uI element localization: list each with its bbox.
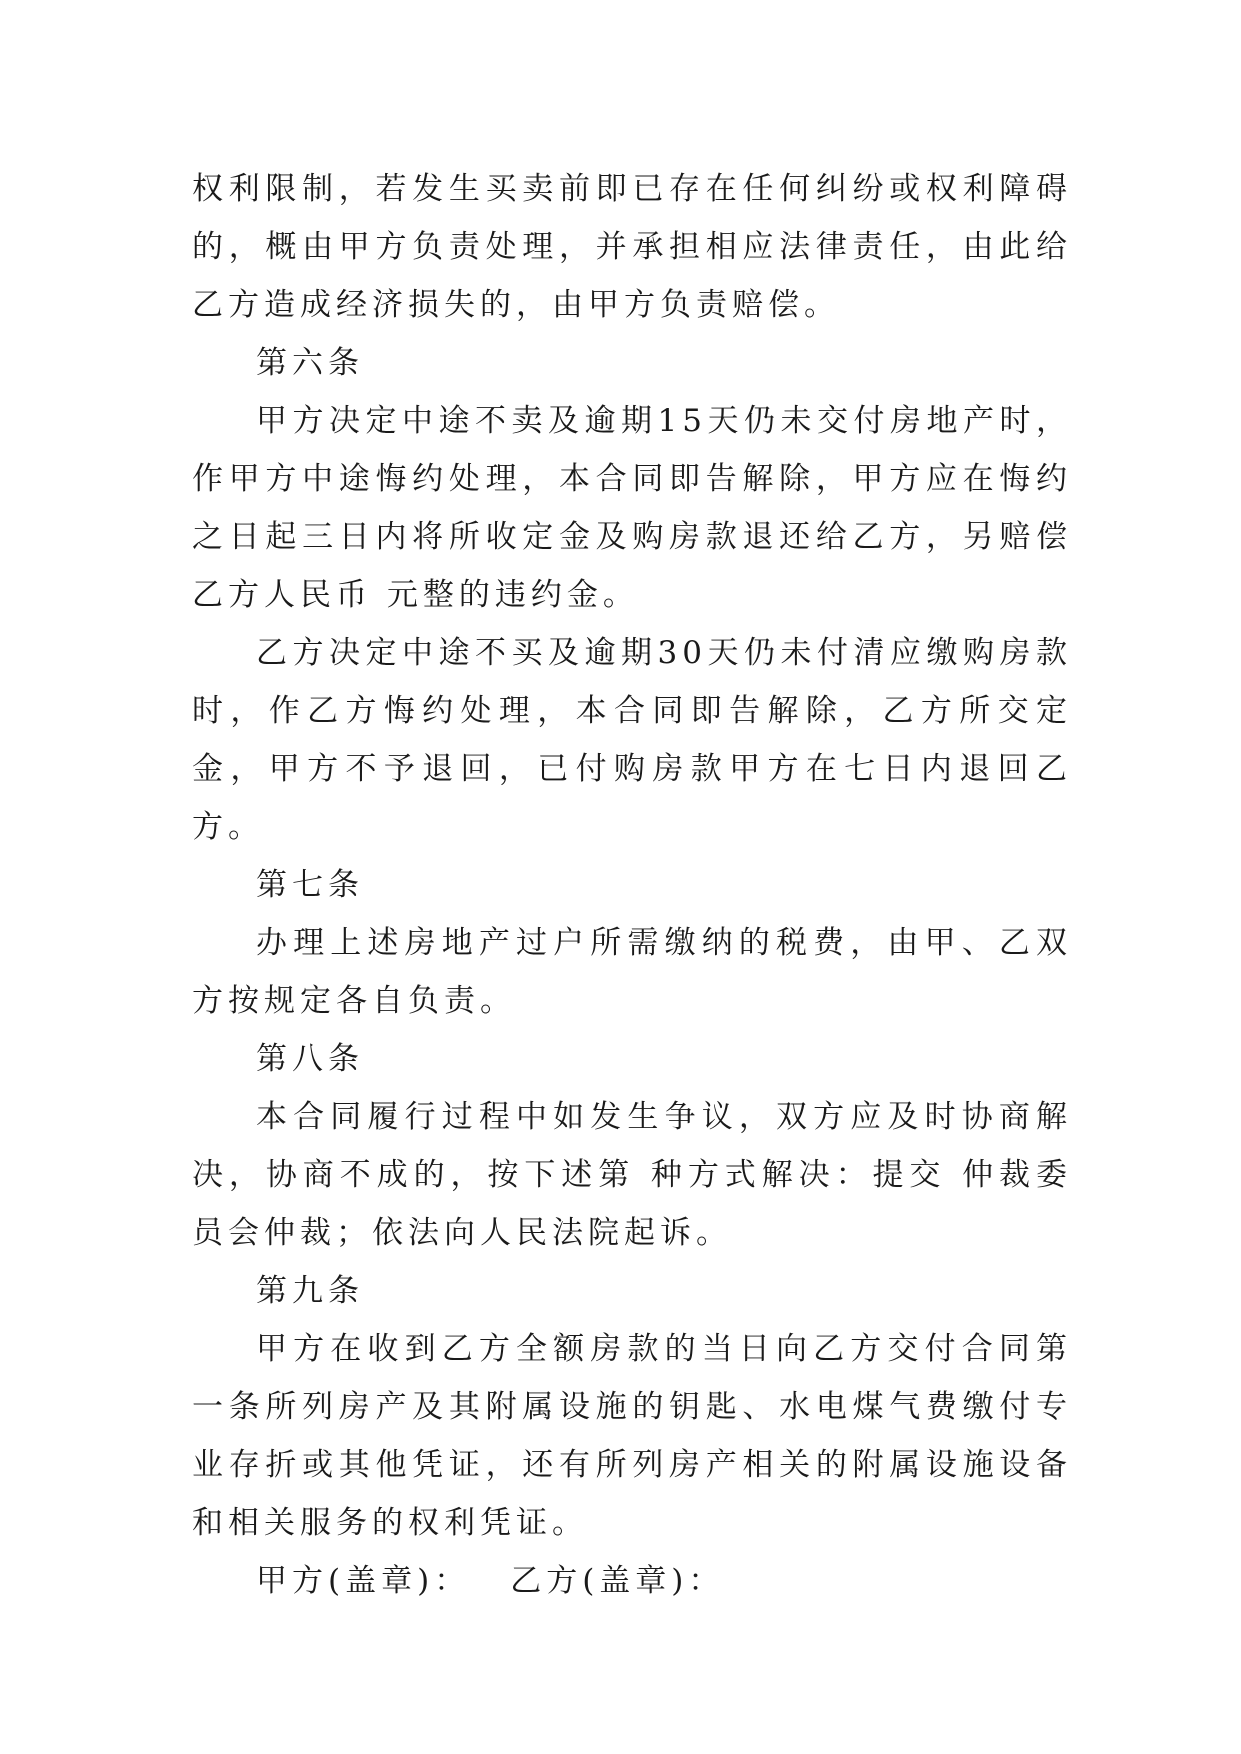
continued-paragraph: 权利限制，若发生买卖前即已存在任何纠纷或权利障碍的，概由甲方负责处理，并承担相应法律责任，由此给乙方造成经济损失的，由甲方负责赔偿。 [192, 171, 1072, 323]
article-8-paragraph-1: 本合同履行过程中如发生争议，双方应及时协商解决，协商不成的，按下述第 种方式解决：提交 仲裁委员会仲裁；依法向人民法院起诉。 [192, 1099, 1072, 1251]
article-6-heading: 第六条 [256, 345, 364, 381]
article-7-paragraph-1: 办理上述房地产过户所需缴纳的税费，由甲、乙双方按规定各自负责。 [192, 925, 1072, 1019]
party-b-signature-label: 乙方(盖章)： [510, 1563, 725, 1599]
article-6-paragraph-1: 甲方决定中途不卖及逾期15天仍未交付房地产时，作甲方中途悔约处理，本合同即告解除，甲方应在悔约之日起三日内将所收定金及购房款退还给乙方，另赔偿乙方人民币 元整的违约金。 [192, 403, 1072, 613]
article-9-paragraph-1: 甲方在收到乙方全额房款的当日向乙方交付合同第一条所列房产及其附属设施的钥匙、水电煤气费缴付专业存折或其他凭证，还有所列房产相关的附属设施设备和相关服务的权利凭证。 [192, 1331, 1072, 1541]
article-7-heading: 第七条 [256, 867, 364, 903]
signature-line [192, 1552, 1072, 1610]
article-6-paragraph-2: 乙方决定中途不买及逾期30天仍未付清应缴购房款时，作乙方悔约处理，本合同即告解除，乙方所交定金，甲方不予退回，已付购房款甲方在七日内退回乙方。 [192, 635, 1072, 845]
article-9-heading: 第九条 [256, 1273, 364, 1309]
article-8-heading: 第八条 [256, 1041, 364, 1077]
contract-body [192, 160, 1072, 1610]
party-a-signature-label: 甲方(盖章)： [256, 1563, 471, 1599]
